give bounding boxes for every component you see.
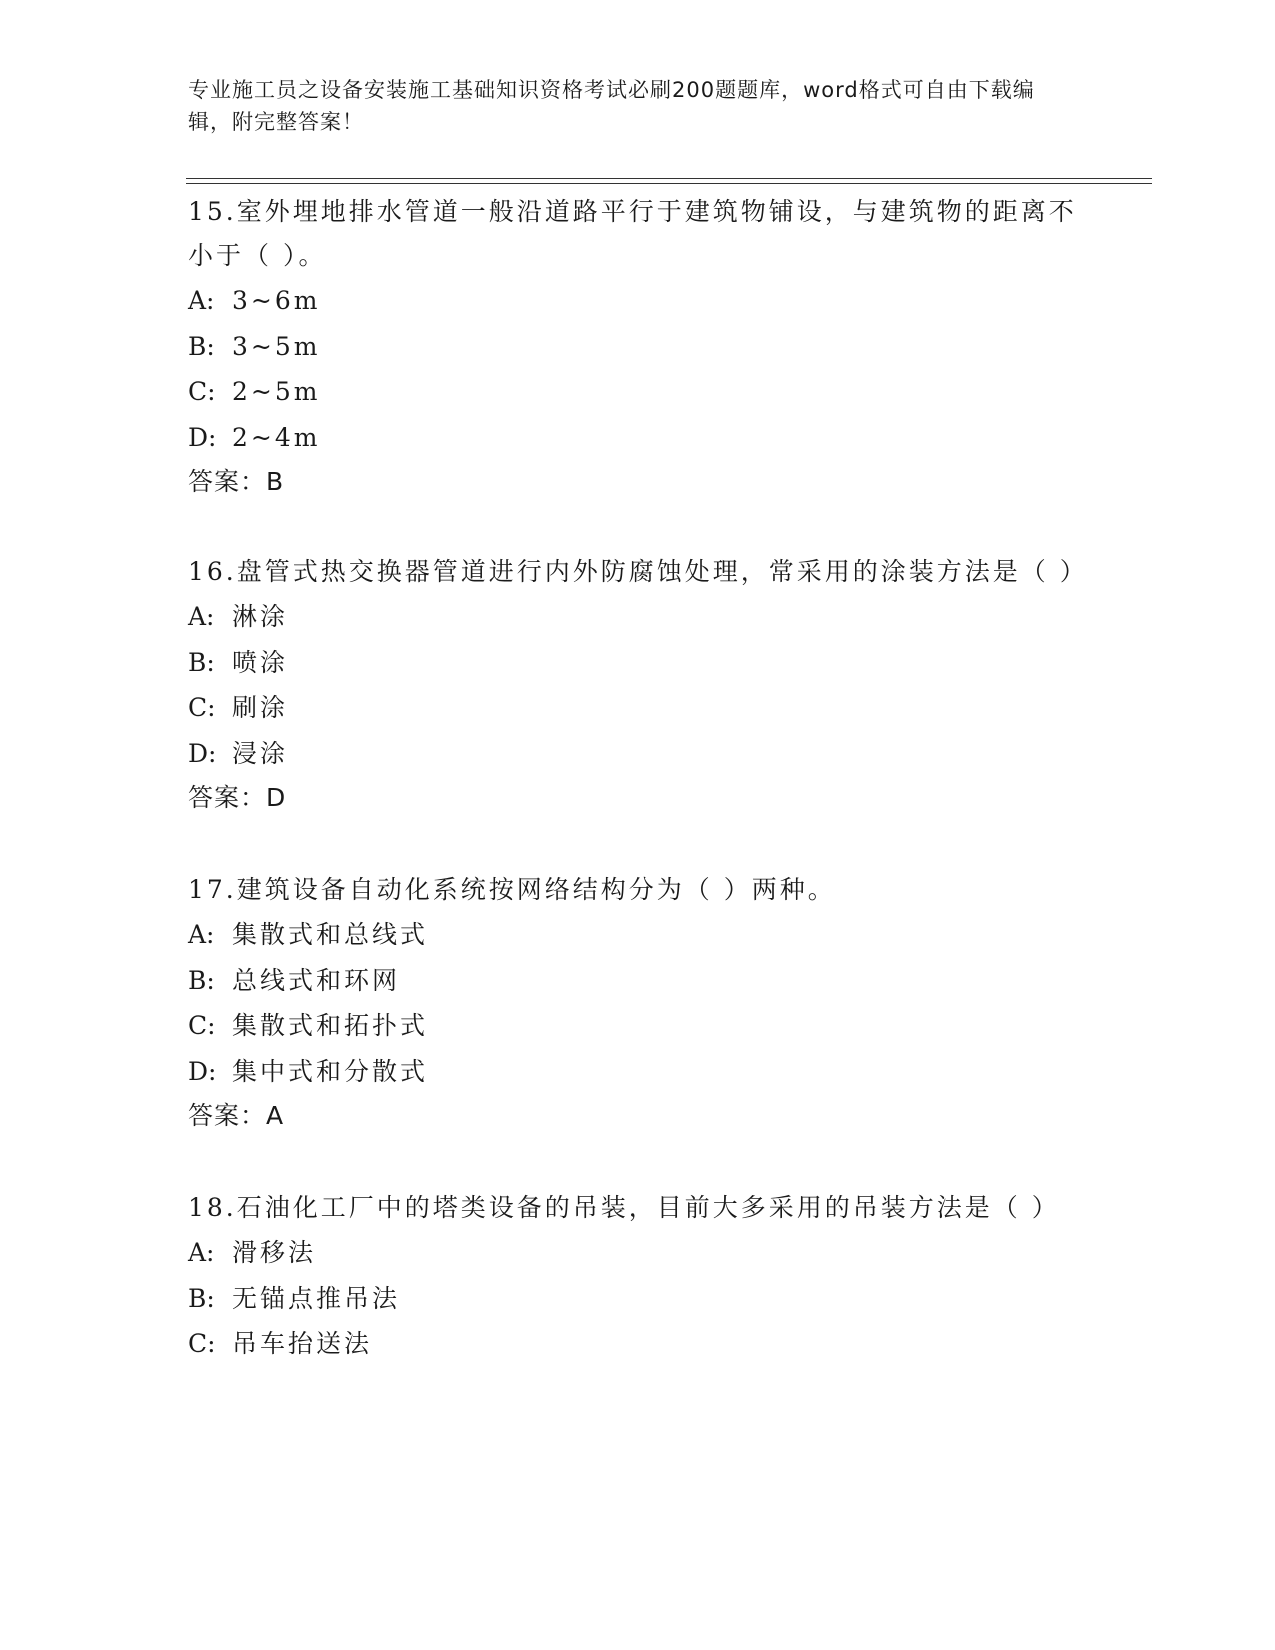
document-header: 专业施工员之设备安装施工基础知识资格考试必刷200题题库，word格式可自由下载编辑，附完整答案！ [188,78,1035,134]
option-b [188,324,1078,370]
option-text: 喷涂 [232,647,289,677]
question-stem: 15.室外埋地排水管道一般沿道路平行于建筑物铺设，与建筑物的距离不小于（ ）。 [188,197,1077,270]
option-letter: B: [188,965,215,995]
option-text: 刷涂 [232,693,289,722]
option-text: 2~5m [232,377,321,406]
option-text: 浸涂 [232,738,289,768]
spacer [188,820,1078,868]
question-item [188,190,1078,504]
answer-line: 答案：A [188,1101,285,1130]
spacer [188,1138,1078,1186]
option-text: 无锚点推吊法 [232,1283,401,1313]
option-text: 集散式和拓扑式 [232,1011,429,1040]
option-d [188,415,1078,461]
spacer [188,504,1078,550]
answer-line: 答案：D [188,783,287,812]
question-stem: 17.建筑设备自动化系统按网络结构分为（ ）两种。 [188,875,836,904]
option-text: 滑移法 [232,1238,317,1267]
option-d [188,1049,1078,1095]
question-list [188,190,1088,1367]
option-text: 集散式和总线式 [232,920,429,949]
option-a [188,1230,1078,1276]
option-text: 吊车抬送法 [232,1329,373,1358]
option-letter: C: [188,693,216,722]
option-letter: B: [188,331,215,361]
question-stem: 18.石油化工厂中的塔类设备的吊装，目前大多采用的吊装方法是（ ） [188,1193,1060,1222]
option-letter: D: [188,738,217,768]
option-c [188,1321,1078,1367]
option-text: 2~4m [232,422,321,452]
option-d [188,731,1078,777]
header-divider-bottom [186,183,1152,184]
option-text: 3~5m [232,331,321,361]
answer-line: 答案：B [188,467,285,496]
question-item [188,1186,1078,1367]
option-letter: A: [188,920,215,949]
option-letter: A: [188,1238,215,1267]
question-item [188,550,1088,820]
option-a [188,594,1078,640]
option-letter: A: [188,286,215,315]
header-divider-top [186,178,1152,179]
option-letter: C: [188,1011,216,1040]
option-a [188,912,1078,958]
option-b [188,1276,1078,1322]
option-b [188,958,1078,1004]
option-text: 总线式和环网 [232,965,401,995]
option-text: 淋涂 [232,602,289,631]
option-text: 集中式和分散式 [232,1056,429,1086]
option-letter: C: [188,1329,216,1358]
option-letter: D: [188,1056,217,1086]
option-a [188,278,1078,324]
option-text: 3~6m [232,286,321,315]
question-item [188,868,1078,1138]
option-letter: A: [188,602,215,631]
option-c [188,1003,1078,1049]
question-stem: 16.盘管式热交换器管道进行内外防腐蚀处理，常采用的涂装方法是（ ） [188,557,1088,586]
option-c [188,685,1078,731]
option-letter: B: [188,647,215,677]
option-letter: D: [188,422,217,452]
option-letter: C: [188,377,216,406]
option-letter: B: [188,1283,215,1313]
option-b [188,640,1078,686]
option-c [188,369,1078,415]
